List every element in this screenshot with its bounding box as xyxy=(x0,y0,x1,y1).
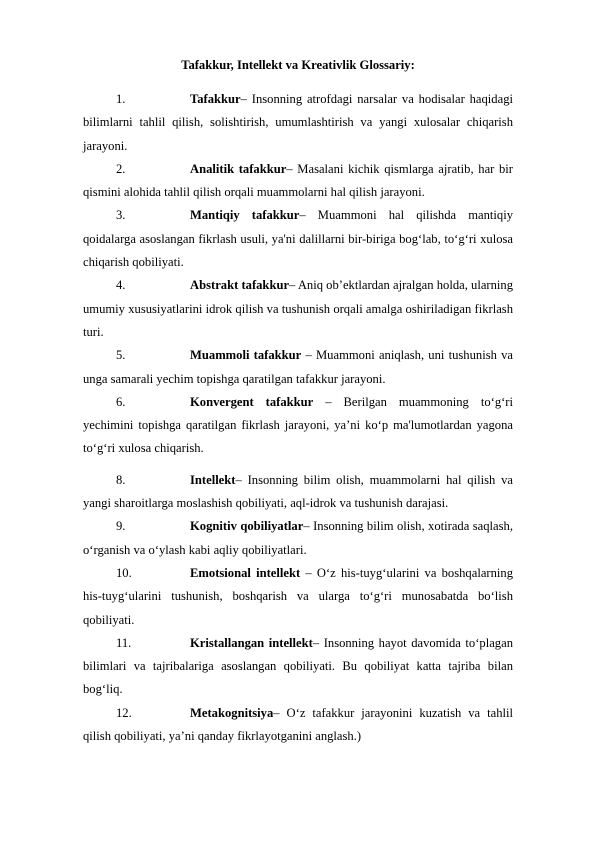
entry-term: Konvergent tafakkur xyxy=(190,394,314,409)
glossary-entry-5 xyxy=(83,344,513,391)
entry-definition: – O‘z his-tuyg‘ularini va boshqalarning his-tuyg‘ularini tushunish, boshqarish va ularga to‘g‘ri munosabatda bo‘lish qobiliyati. xyxy=(83,565,513,627)
entry-definition: – Aniq ob’ektlardan ajralgan holda, ularning umumiy xususiyatlarini idrok qilish va tushunish orqali amalga oshiriladigan fikrlash turi. xyxy=(83,278,513,339)
glossary-entry-9 xyxy=(83,515,513,562)
entry-definition: – Insonning bilim olish, muammolarni hal qilish va yangi sharoitlarga moslashish qobiliyati, aql-idrok va tushunish darajasi. xyxy=(83,472,513,511)
entry-term: Abstrakt tafakkur xyxy=(190,278,290,293)
entry-number: 10. xyxy=(116,565,132,580)
entry-term: Kognitiv qobiliyatlar xyxy=(190,519,304,534)
glossary-entry-10 xyxy=(83,562,513,632)
glossary-entry-6 xyxy=(83,391,513,461)
entry-definition: – Insonning atrofdagi narsalar va hodisalar haqidagi bilimlarni tahlil qilish, solishtirish, umumlashtirish va yangi xulosalar chiqarish jarayoni. xyxy=(83,92,513,153)
entry-number: 4. xyxy=(116,278,126,293)
entry-definition: – Muammoni hal qilishda mantiqiy qoidalarga asoslangan fikrlash usuli, ya'ni dalillarni bir-biriga bog‘lab, to‘g‘ri xulosa chiqarish qobiliyati. xyxy=(83,208,513,270)
glossary-entry-11 xyxy=(83,632,513,702)
glossary-entry-3 xyxy=(83,204,513,274)
glossary-entry-12 xyxy=(83,702,513,749)
glossary-entry-2 xyxy=(83,158,513,205)
entry-number: 2. xyxy=(116,161,126,176)
entry-term: Analitik tafakkur xyxy=(190,161,287,176)
glossary-list xyxy=(83,88,513,748)
entry-definition: – O‘z tafakkur jarayonini kuzatish va tahlil qilish qobiliyati, ya’ni qanday fikrlayotganini anglash.) xyxy=(83,705,513,744)
entry-number: 12. xyxy=(116,705,132,720)
entry-term: Mantiqiy tafakkur xyxy=(190,208,300,223)
glossary-entry-4 xyxy=(83,274,513,344)
entry-number: 1. xyxy=(116,92,126,106)
document-title: Tafakkur, Intellekt va Kreativlik Glossariy: xyxy=(181,58,415,72)
glossary-entry-8 xyxy=(83,469,513,516)
entry-definition: – Insonning hayot davomida to‘plagan bilimlari va tajribalariga asoslangan qobiliyati. Bu qobiliyat katta tajriba bilan bog‘liq. xyxy=(83,635,513,697)
entry-definition: – Masalani kichik qismlarga ajratib, har bir qismini alohida tahlil qilish orqali muammolarni hal qilish jarayoni. xyxy=(83,161,513,200)
entry-term: Kristallangan intellekt xyxy=(190,635,313,650)
entry-definition: – Muammoni aniqlash, uni tushunish va unga samarali yechim topishga qaratilgan tafakkur jarayoni. xyxy=(83,348,513,386)
entry-term: Intellekt xyxy=(190,472,236,487)
entry-number: 5. xyxy=(116,348,126,363)
entry-number: 6. xyxy=(116,394,126,409)
entry-definition: – Berilgan muammoning to‘g‘ri yechimini topishga qaratilgan fikrlash jarayoni, ya’ni ko‘p ma'lumotlardan yagona to‘g‘ri xulosa chiqarish. xyxy=(83,394,513,456)
entry-number: 8. xyxy=(116,472,126,487)
entry-term: Tafakkur xyxy=(190,92,241,106)
entry-definition: – Insonning bilim olish, xotirada saqlash, o‘rganish va o‘ylash kabi aqliy qobiliyatlari. xyxy=(83,519,513,557)
entry-term: Muammoli tafakkur xyxy=(190,348,302,363)
entry-term: Metakognitsiya xyxy=(190,705,274,720)
entry-number: 3. xyxy=(116,208,126,223)
entry-number: 11. xyxy=(116,635,132,650)
entry-number: 9. xyxy=(116,519,126,534)
glossary-entry-1 xyxy=(83,88,513,158)
entry-term: Emotsional intellekt xyxy=(190,565,301,580)
